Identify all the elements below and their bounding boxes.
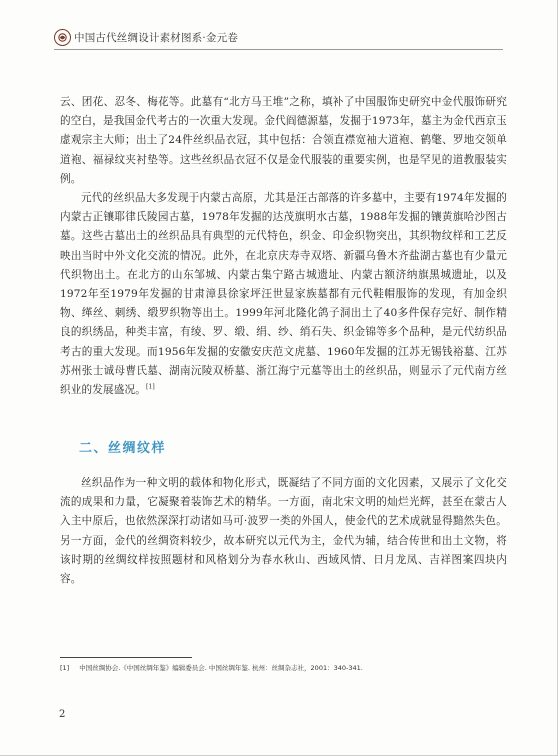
- header-divider: [54, 49, 503, 50]
- footnote: [60, 663, 517, 672]
- paragraph: 丝织品作为一种文明的载体和物化形式，既凝结了不同方面的文化因素，又展示了文化交流的成果和力量，它凝聚着装饰艺术的精华。一方面，南北宋文明的灿烂光辉，甚至在蒙古人入主中原后，也依然深深打动诸如马可·波罗一类的外国人，使金代的艺术成就显得黯然失色。另一方面，金代的丝绸资料较少，故本研究以元代为主，金代为辅，结合传世和出土文物，将该时期的丝绸纹样按照题材和风格划分为春水秋山、西域风情、日月龙凤、吉祥图案四块内容。: [60, 477, 507, 586]
- section-heading: 二、丝绸纹样: [79, 441, 167, 456]
- footnote-text: 中国丝绸协会.《中国丝绸年鉴》编辑委员会. 中国丝绸年鉴. 杭州：丝绸杂志社，2001：340-341.: [79, 664, 363, 672]
- paragraph: 云、团花、忍冬、梅花等。此墓有“北方马王堆”之称，填补了中国服饰史研究中金代服饰研究的空白，是我国金代考古的一次重大发现。金代阎德源墓，发掘于1973年，墓主为金代西京玉虚观宗主大师；出土了24件丝织品衣冠，其中包括：合领直襟宽袖大道袍、鹤氅、罗地交领单道袍、福禄纹夹衬垫等。这些丝织品衣冠不仅是金代服装的重要实例，也是罕见的道教服装实例。: [60, 96, 507, 185]
- body-text: [60, 93, 507, 400]
- paragraph-text: 元代的丝织品大多发现于内蒙古高原，尤其是汪古部落的许多墓中，主要有1974年发掘的内蒙古正镶耶律氏陵园古墓，1978年发掘的达茂旗明水古墓，1988年发掘的镶黄旗哈沙图古墓。这些古墓出土的丝织品具有典型的元代特色，织金、印金织物突出，其织物纹样和工艺反映出当时中外文化交流的情况。此外，在北京庆寿寺双塔、新疆乌鲁木齐盐湖古墓也有少量元代织物出土。在北方的山东邹城、内蒙古集宁路古城遗址、内蒙古额济纳旗黑城遗址，以及1972年至1979年发掘的甘肃漳县徐家坪汪世显家族墓都有元代鞋帽服饰的发现，有加金织物、缂丝、刺绣、缎罗织物等出土。1999年河北隆化鸽子洞出土了40多件保存完好、制作精良的织绣品，种类丰富，有绫、罗、缎、绢、纱、绡石失、织金锦等多个品种，是元代纺织品考古的重大发现。而1956年发掘的安徽安庆范文虎墓、1960年发掘的江苏无锡钱裕墓、江苏苏州张士诚母曹氏墓、湖南沅陵双桥墓、浙江海宁元墓等出土的丝织品，则显示了元代南方丝织业的发展盛况。: [60, 192, 507, 397]
- page-number: 2: [59, 709, 66, 720]
- footnote-divider: [60, 657, 192, 658]
- header-title: 中国古代丝绸设计素材图系·金元卷: [74, 31, 239, 44]
- section-body: [60, 474, 507, 589]
- footnote-reference[interactable]: [1]: [145, 383, 155, 391]
- running-header: [54, 26, 238, 48]
- footnote-number: [1]: [60, 664, 70, 672]
- book-logo-icon: [54, 29, 71, 46]
- paragraph: [60, 189, 507, 400]
